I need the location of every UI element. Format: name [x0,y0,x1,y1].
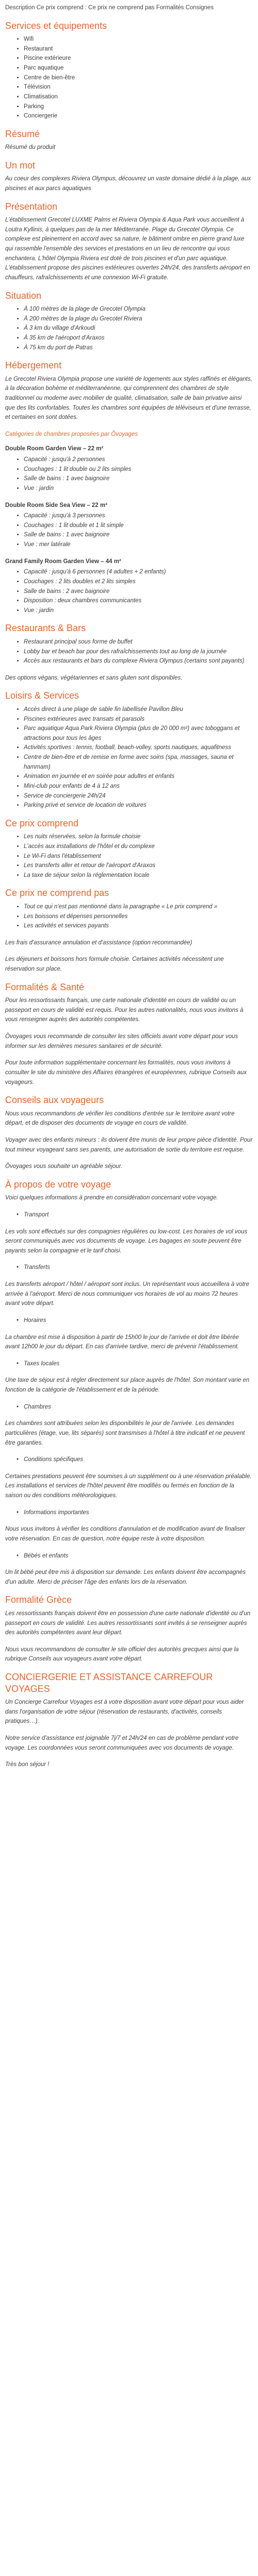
list-item: • À 100 mètres de la plage de Grecotel Olympia [24,304,253,314]
room-title: Grand Family Room Garden View – 44 m² [5,558,121,565]
info-block [5,1402,253,1412]
formalite-grece-text: Nous vous recommandons de consulter le site officiel des autorités grecques ainsi que la rubrique Conseils aux voyageurs avant votre départ. [5,1646,239,1663]
list-item: • Télévision [24,82,253,92]
un-mot-text: Au coeur des complexes Riviera Olympus, découvrez un vaste domaine dédié à la plage, aux piscines et aux parcs aquatiques [5,176,251,192]
list-item: • Salle de bains : 1 avec baignoire [24,474,253,484]
formalites-text: Pour les ressortissants français, une carte nationale d'identité en cours de validité ou un passeport en cours de validité est requis. Pour les autres nationalités, nous vous invitons à vous renseigner auprès des autorités compétentes. [5,997,244,1023]
info-heading: • Conditions spécifiques [24,1456,84,1463]
conseils-text: Ôvoyages vous souhaite un agréable séjour. [5,1163,123,1170]
restaurants-title: Restaurants & Bars [5,623,86,634]
ne-comprend-text: Les déjeuners et boissons hors formule choisie. Certaines activités nécessitent une réservation sur place. [5,956,224,972]
info-text: Les vols sont effectués sur des compagnies régulières ou low-cost. Les horaires de vol vous seront communiqués avec vos documents de voyage. Les bagages en soute peuvent être payants selon la compagnie et le tarif choisi. [5,1228,248,1254]
info-heading: • Chambres [24,1403,52,1410]
restaurants-list [5,637,253,666]
list-item: • Service de conciergerie 24h/24 [24,791,253,801]
list-item: • À 75 km du port de Patras [24,343,253,353]
restaurants-note: Des options végans, végétariennes et sans gluten sont disponibles. [5,674,183,681]
room-details-list [5,567,253,615]
list-item: • Parking [24,102,253,112]
ne-comprend-title: Ce prix ne comprend pas [5,888,109,899]
list-item: • Couchages : 1 lit double ou 2 lits simples [24,465,253,474]
formalites-text: Ôvoyages vous recommande de consulter les sites officiels avant votre départ pour vous informer sur les dernières mesures sanitaires et de sécurité. [5,1033,238,1049]
list-item: • Couchages : 1 lit double et 1 lit simple [24,521,253,531]
resume-title: Résumé [5,128,40,139]
list-item: • Vue : jardin [24,484,253,494]
ce-prix-title: Ce prix comprend [5,818,79,828]
info-block [5,1359,253,1369]
list-item: • Les boissons et dépenses personnelles [24,912,253,922]
list-item: • Activités sportives : tennis, football, beach-volley, sports nautiques, aquafitness [24,743,253,753]
list-item: • Salle de bains : 2 avec baignoire [24,587,253,597]
info-text: Les chambres sont attribuées selon les disponibilités le jour de l'arrivée. Les demandes particulières (étage, vue, lits séparés) sont transmises à l'hôtel à titre indicatif et ne peuvent être garanties. [5,1420,245,1446]
room-details-list [5,455,253,494]
info-heading: • Horaires [24,1317,46,1324]
list-item: • Lobby bar et beach bar pour des rafraîchissements tout au long de la journée [24,647,253,657]
list-item: • La taxe de séjour selon la réglementation locale [24,871,253,880]
loisirs-list [5,705,253,810]
formalites-title: Formalités & Santé [5,981,85,992]
info-block [5,1551,253,1561]
list-item: • Salle de bains : 1 avec baignoire [24,530,253,540]
ne-comprend-text: Les frais d'assurance annulation et d'assistance (option recommandée) [5,939,192,946]
conciergerie-text: Notre service d'assistance est joignable 7j/7 et 24h/24 en cas de problème pendant votre voyage. Les coordonnées vous seront communiquées avec vos documents de voyage. [5,1735,239,1751]
situation-title: Situation [5,290,42,301]
formalite-grece-title: Formalité Grèce [5,1595,72,1605]
list-item: • Tout ce qui n'est pas mentionné dans la paragraphe « Le prix comprend » [24,902,253,912]
room-title: Double Room Side Sea View – 22 m² [5,502,107,509]
info-block [5,1316,253,1326]
list-item: • Capacité : jusqu'à 2 personnes [24,455,253,465]
un-mot-title: Un mot [5,160,36,171]
list-item: • Vue : jardin [24,606,253,616]
list-item: • Capacité : jusqu'à 6 personnes (4 adultes + 2 enfants) [24,567,253,577]
room-title: Double Room Garden View – 22 m² [5,446,104,452]
info-heading: • Bébés et enfants [24,1552,69,1559]
list-item: • Les transferts aller et retour de l'aéroport d'Araxos [24,861,253,871]
intro-text: Description Ce prix comprend : Ce prix ne comprend pas Formalités Consignes [5,5,214,11]
situation-list [5,304,253,352]
list-item: • À 35 km de l'aéroport d'Araxos [24,333,253,343]
info-block [5,1210,253,1220]
room-categories-title: Catégories de chambres proposées par Ôvoyages [5,431,138,437]
info-heading: • Transferts [24,1264,50,1271]
list-item: • Capacité : jusqu'à 3 personnes [24,511,253,521]
list-item: • Mini-club pour enfants de 4 à 12 ans [24,782,253,791]
conseils-title: Conseils aux voyageurs [5,1095,104,1106]
list-item: • Restaurant principal sous forme de buffet [24,637,253,647]
conseils-text: Voyager avec des enfants mineurs : ils doivent être munis de leur propre pièce d'identité. Pour tout mineur voyageant sans ses parents, une autorisation de sortie du territoire est requise. [5,1137,253,1153]
list-item: • À 3 km du village d'Arkoudi [24,324,253,333]
list-item: • Parking privé et service de location de voitures [24,801,253,810]
conciergerie-text: Un Concierge Carrefour Voyages est à votre disposition avant votre départ pour vous aider dans l'organisation de votre séjour (réservation de restaurants, d'activités, conseils pratiques…). [5,1699,244,1725]
conciergerie-title: CONCIERGERIE ET ASSISTANCE CARREFOUR VOYAGES [5,1672,213,1694]
list-item: • Vue : mer latérale [24,540,253,550]
list-item: • Disposition : deux chambres communicantes [24,596,253,606]
loisirs-title: Loisirs & Services [5,690,79,701]
info-block [5,1508,253,1518]
conciergerie-text: Très bon séjour ! [5,1761,50,1768]
list-item: • Accès direct à une plage de sable fin labellisée Pavillon Bleu [24,705,253,715]
info-block [5,1455,253,1465]
list-item: • Animation en journée et en soirée pour adultes et enfants [24,772,253,782]
list-item: • Les nuits réservées, selon la formule choisie [24,832,253,842]
formalite-grece-text: Les ressortissants français doivent être en possession d'une carte nationale d'identité ou d'un passeport en cours de validité. Les autres ressortissants sont invités à se renseigner auprès des autorités compétentes avant leur départ. [5,1610,251,1636]
info-text: Nous vous invitons à vérifier les conditions d'annulation et de modification avant de finaliser votre réservation. En cas de question, notre équipe reste à votre disposition. [5,1526,246,1542]
list-item: • Piscine extérieure [24,54,253,63]
room-details-list [5,511,253,550]
list-item: • L'accès aux installations de l'hôtel et du complexe [24,842,253,852]
info-text: La chambre est mise à disposition à partir de 15h00 le jour de l'arrivée et doit être libérée avant 12h00 le jour du départ. En cas d'arrivée tardive, merci de prévenir l'établissement. [5,1334,239,1350]
info-block [5,1263,253,1273]
list-item: • Les activités et services payants [24,921,253,931]
info-heading: • Transport [24,1211,49,1218]
resume-text: Résumé du produit [5,144,56,151]
list-item: • Parc aquatique Aqua Park Riviera Olympia (plus de 20 000 m²) avec toboggans et attractions pour tous les âges [24,724,253,743]
a-propos-text: Voici quelques informations à prendre en considération concernant votre voyage. [5,1195,218,1201]
formalites-text: Pour toute information supplémentaire concernant les formalités, nous vous invitons à consulter le site du ministère des Affaires étrangères et européennes, rubrique Conseils aux voyageurs. [5,1060,247,1086]
services-list [5,35,253,121]
conseils-text: Nous vous recommandons de vérifier les conditions d'entrée sur le territoire avant votre départ, et de disposer des documents de voyage en cours de validité. [5,1110,235,1127]
list-item: • Centre de bien-être [24,73,253,83]
info-text: Un lit bébé peut être mis à disposition sur demande. Les enfants doivent être accompagnés d'un adulte. Merci de préciser l'âge des enfants lors de la réservation. [5,1569,246,1585]
list-item: • Centre de bien-être et de remise en forme avec soins (spa, massages, sauna et hammam) [24,753,253,772]
list-item: • Le Wi-Fi dans l'établissement [24,852,253,861]
ce-prix-list [5,832,253,880]
presentation-title: Présentation [5,201,58,212]
list-item: • Conciergerie [24,111,253,121]
list-item: • Wifi [24,35,253,44]
services-title: Services et équipements [5,20,107,31]
info-text: Une taxe de séjour est à régler directement sur place auprès de l'hôtel. Son montant varie en fonction de la catégorie de l'établissement et de la période. [5,1377,250,1393]
hebergement-title: Hébergement [5,360,62,371]
hebergement-text: Le Grecotel Riviera Olympia propose une variété de logements aux styles raffinés et élégants, à la décoration bohème et méditerranéenne, qui comprennent des chambres de style traditionnel ou moderne avec mobilier de qualité, climatisation, salle de bain privative ainsi que des lits confortables. Toutes les chambres sont équipées de téléviseurs et d'une terrasse, et certaines en sont dotées. [5,376,252,421]
info-text: Certaines prestations peuvent être soumises à un supplément ou à une réservation préalable. Les installations et services de l'hôtel peuvent être modifiés ou fermés en fonction de la saison ou des conditions météorologiques. [5,1473,252,1499]
list-item: • À 200 mètres de la plage du Grecotel Riviera [24,314,253,324]
a-propos-title: À propos de votre voyage [5,1179,111,1190]
presentation-text: L'établissement Grecotel LUXME Palms et Riviera Olympia & Aqua Park vous accueillent à Loutra Kyllinis, à quelques pas de la mer Méditerranée. Plage du Grecotel Olympia. Ce complexe est pleinement en accord avec sa nature, le bâtiment ombre en pierre grand luxe qui rassemble l'ensemble des services et prestations en un lieu de rencontre qui vous enchantera. L'hôtel Olympia Riviera est doté de trois piscines et d'un parc aquatique. L'établissement propose des piscines extérieures ouvertes 24h/24, des transferts aéroport en chauffeurs, rafraîchissements et une connexion Wi-Fi gratuite. [5,217,250,281]
list-item: • Couchages : 2 lits doubles et 2 lits simples [24,577,253,587]
info-text: Les transferts aéroport / hôtel / aéroport sont inclus. Un représentant vous accueillera à votre arrivée à l'aéroport. Merci de nous communiquer vos horaires de vol au moins 72 heures avant votre départ. [5,1281,250,1307]
list-item: • Piscines extérieures avec transats et parasols [24,715,253,724]
ne-comprend-list [5,902,253,931]
info-heading: • Taxes locales [24,1360,60,1367]
list-item: • Climatisation [24,92,253,102]
list-item: • Parc aquatique [24,63,253,73]
info-heading: • Informations importantes [24,1509,89,1516]
list-item: • Accès aux restaurants et bars du complexe Riviera Olympus (certains sont payants) [24,656,253,666]
list-item: • Restaurant [24,44,253,54]
